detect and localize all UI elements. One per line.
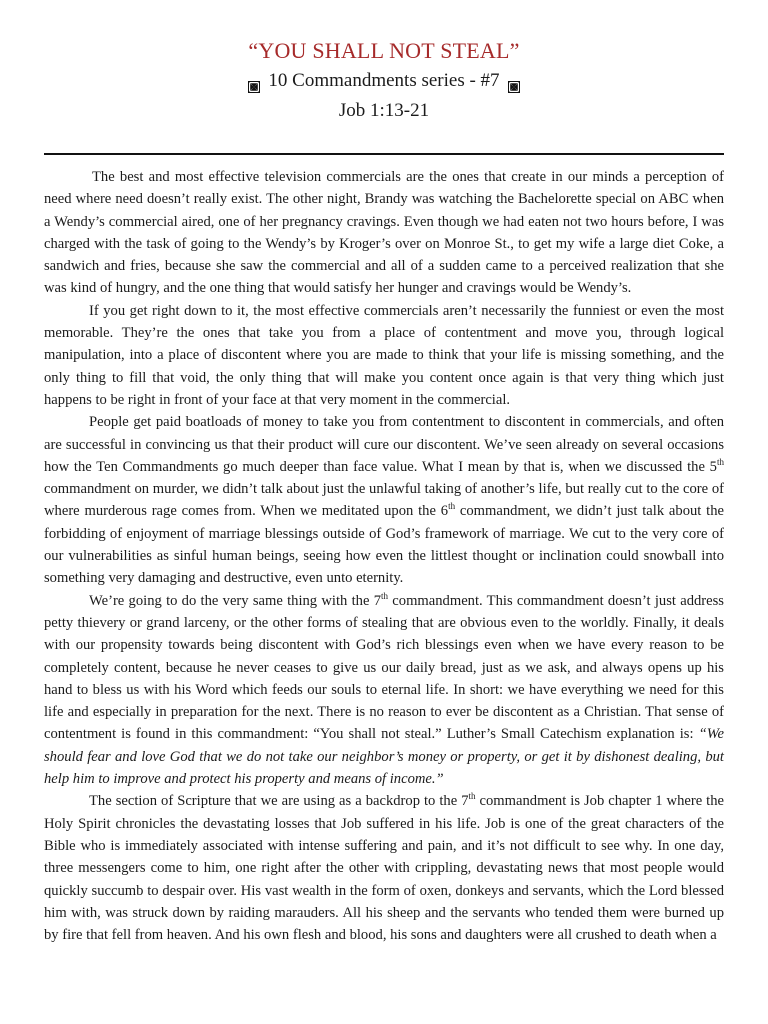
paragraph-5-text-b: commandment is Job chapter 1 where the Holy Spirit chronicles the devastating losses that Job suffered in his life. Job is one of the great characters of the Bible who is immediately associated with intense suffering and pain, and it’s not difficult to see why. In one day, three messengers come to him, one right after the other with crippling, devastating news that most people would quickly succumb to despair over. His vast wealth in the form of oxen, donkeys and servants, which the Lord blessed him with, was struck down by raiding marauders. All his sheep and the servants who tended them were burned up by fire that fell from heaven. And his own flesh and blood, his sons and daughters were all crushed to death when a <box>44 793 725 944</box>
paragraph-3-text-b: commandment on murder, we didn’t talk about just the unlawful taking of another’s life, but really cut to the core of where murderous rage comes from. When we meditated upon the 6 <box>44 481 724 520</box>
ordinal-suffix: th <box>468 791 476 802</box>
series-label: 10 Commandments series - #7 <box>268 70 500 91</box>
sermon-title: “YOU SHALL NOT STEAL” <box>248 38 520 63</box>
maltese-cross-icon <box>248 75 260 87</box>
paragraph-3-text-c: commandment, we didn’t just talk about the forbidding of enjoyment of marriage blessings outside of God’s framework of marriage. We cut to the very core of our vulnerabilities as sinful human beings, seeing how even the littlest thought or inclination could snowball into something very damaging and destructive, even unto eternity. <box>44 503 724 587</box>
paragraph-4 <box>44 590 724 791</box>
paragraph-2: If you get right down to it, the most effective commercials aren’t necessarily the funniest or even the most memorable. They’re the ones that take you from a place of contentment and move you, through logical manipulation, into a place of discontent where you are made to think that your life is missing something, and the only thing to fill that void, the only thing that will make you content once again is that very thing which just happens to be right in front of your face at that very moment in the commercial. <box>44 302 724 408</box>
scripture-reference: Job 1:13-21 <box>338 100 430 121</box>
ordinal-suffix: th <box>716 457 724 467</box>
paragraph-3 <box>44 411 724 589</box>
paragraph-4-text-a: We’re going to do the very same thing with the 7 <box>89 592 381 609</box>
maltese-cross-icon <box>508 75 520 87</box>
paragraph-1: The best and most effective television commercials are the ones that create in our minds a perception of need where need doesn’t really exist. The other night, Brandy was watching the Bachelorette special on ABC when a Wendy’s commercial aired, one of her pregnancy cravings. Even though we had eaten not two hours before, I was charged with the task of going to the Wendy’s by Kroger’s over on Monroe St., to get my wife a large diet Coke, a sandwich and fries, because she saw the commercial and all of a sudden came to a perceived realization that she was kind of hungry, and the one thing that would satisfy her hunger and cravings would be Wendy’s. <box>44 169 724 297</box>
paragraph-5-text-a: The section of Scripture that we are using as a backdrop to the 7 <box>89 793 469 810</box>
document-header <box>0 38 768 124</box>
catechism-quote: “We should fear and love God that we do not take our neighbor’s money or property, or get it by dishonest dealing, but help him to improve and protect his property and means of income.” <box>44 726 724 788</box>
paragraph-5 <box>44 790 724 946</box>
paragraph-3-text-a: People get paid boatloads of money to take you from contentment to discontent in commercials, and often are successful in convincing us that their product will cure our discontent. We’ve seen already on several occasions how the Ten Commandments go much deeper than face value. What I mean by that is, when we discussed the 5 <box>44 414 724 475</box>
header-divider <box>44 153 724 155</box>
series-subtitle <box>0 68 768 94</box>
ordinal-suffix: th <box>381 590 389 601</box>
sermon-body <box>44 166 724 946</box>
ordinal-suffix: th <box>448 501 456 512</box>
paragraph-4-text-b: commandment. This commandment doesn’t just address petty thievery or grand larceny, or the other forms of stealing that are obvious even to the worldly. Finally, it deals with our propensity towards being discontent with God’s rich blessings even when we have every reason to be completely content, because he never ceases to give us our daily bread, just as we ask, and always opens up his hand to bless us with his Word which feeds our souls to eternal life. In short: we have everything we need for this life and especially in preparation for the next. There is no reason to ever be discontent as a Christian. That sense of contentment is found in this commandment: “You shall not steal.” Luther’s Small Catechism explanation is: <box>44 592 724 743</box>
